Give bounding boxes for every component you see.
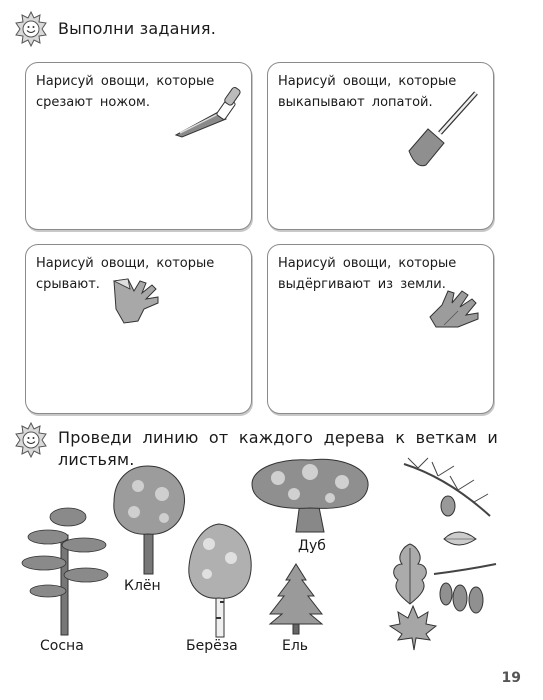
maple-leaf-icon xyxy=(388,604,438,652)
task-card-gloves xyxy=(267,244,494,414)
pine-branch-icon xyxy=(398,458,498,520)
birch-tree-icon xyxy=(183,522,258,637)
tree-label-maple: Клён xyxy=(124,578,161,594)
sun-smiley-icon xyxy=(14,12,48,46)
tree-label-birch: Берёза xyxy=(186,638,238,654)
task-card-shovel xyxy=(267,62,494,230)
glove-icon xyxy=(108,275,164,327)
card-text: Нарисуй овощи, которые выдёргивают из земли. xyxy=(278,256,457,292)
task1-title: Выполни задания. xyxy=(58,19,216,38)
maple-tree-icon xyxy=(108,462,190,574)
task-card-glove xyxy=(25,244,252,414)
card-text: Нарисуй овощи, которые выкапывают лопатой. xyxy=(278,74,457,110)
oak-leaf-icon xyxy=(390,542,430,606)
card-text: Нарисуй овощи, которые срезают ножом. xyxy=(36,74,215,110)
page-number: 19 xyxy=(501,670,521,686)
tree-label-spruce: Ель xyxy=(282,638,309,654)
spruce-tree-icon xyxy=(266,562,326,634)
oak-tree-icon xyxy=(248,456,373,536)
gloves-icon xyxy=(428,287,484,331)
shovel-icon xyxy=(404,89,484,169)
task-card-knife xyxy=(25,62,252,230)
sun-smiley-icon xyxy=(14,423,48,457)
tree-label-oak: Дуб xyxy=(298,538,326,554)
birch-leaf-icon xyxy=(442,527,478,551)
card-text: Нарисуй овощи, которые срывают. xyxy=(36,256,215,292)
knife-icon xyxy=(174,85,244,140)
task2-title: Проведи линию от каждого дерева к веткам и листьям. xyxy=(58,428,498,469)
spruce-branch-icon xyxy=(432,560,498,622)
tree-label-pine: Сосна xyxy=(40,638,84,654)
pine-tree-icon xyxy=(18,505,113,635)
